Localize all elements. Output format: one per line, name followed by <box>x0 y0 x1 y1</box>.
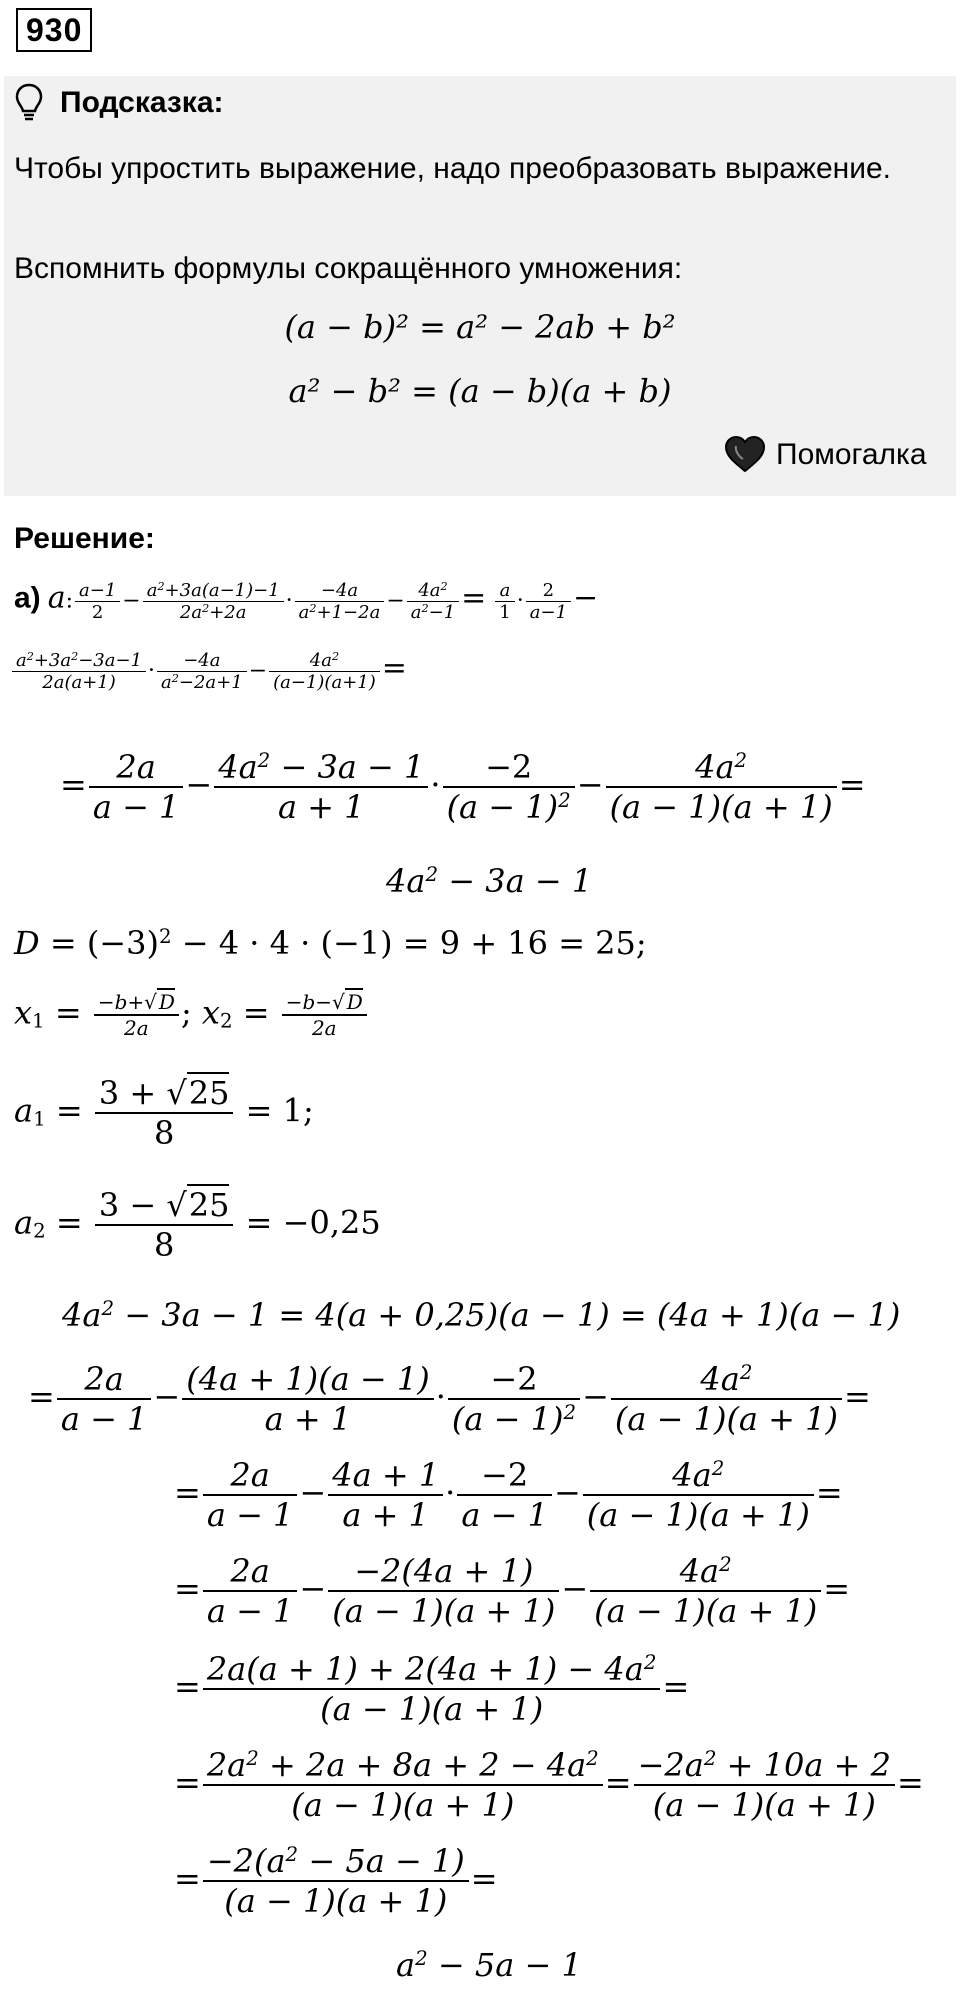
math-line-6: = $\frac{2a}{a - 1}$ − $\frac{-2(4a + 1)}{(a - 1)(a + 1)}$ − $\frac{4a^2}{(a - 1)(a + 1)}$ = <box>174 1552 851 1630</box>
factorization: $4a^2 - 3a - 1 = 4(a + 0,25)(a - 1) = (4a + 1)(a - 1)$ <box>62 1296 901 1334</box>
hint-title: Подсказка: <box>60 86 224 119</box>
solution-title: Решение: <box>14 522 155 555</box>
formula-square-difference: (a − b)² = a² − 2ab + b² <box>284 308 676 346</box>
heart-icon <box>724 436 766 479</box>
math-line-4: = $\frac{2a}{a - 1}$ − $\frac{(4a + 1)(a - 1)}{a + 1}$ · $\frac{-2}{(a - 1)^2}$ − $\frac{4a^2}{(a - 1)(a + 1)}$ = <box>28 1360 871 1438</box>
math-line-1: а) a: $\frac{a-1}{2}$ − $\frac{a^2+3a(a-1)-1}{2a^2+2a}$ · $\frac{-4a}{a^2+1-2a}$ − $\frac{4a^2}{a^2-1}$ = $\frac{a}{1}$ · $\frac{2}{a-1}$ − <box>14 579 599 623</box>
final-quadratic: $a^2 - 5a - 1$ <box>396 1946 582 1984</box>
lightbulb-icon <box>14 82 44 127</box>
formula-difference-of-squares: a² − b² = (a − b)(a + b) <box>288 372 672 410</box>
root-1: $a_1$ = $\frac{3 + √25}{8}$ = 1; <box>14 1074 314 1152</box>
math-line-8: = $\frac{2a^2 + 2a + 8a + 2 - 4a^2}{(a - 1)(a + 1)}$ = $\frac{-2a^2 + 10a + 2}{(a - 1)(a + 1)}$ = <box>174 1746 924 1824</box>
brand-label: Помогалка <box>776 438 927 471</box>
part-label: а) <box>14 581 41 615</box>
hint-box <box>4 76 956 496</box>
root-2: $a_2$ = $\frac{3 - √25}{8}$ = −0,25 <box>14 1186 381 1264</box>
math-line-5: = $\frac{2a}{a - 1}$ − $\frac{4a + 1}{a + 1}$ · $\frac{-2}{a - 1}$ − $\frac{4a^2}{(a - 1)(a + 1)}$ = <box>174 1456 843 1534</box>
roots-formula: $x_1$ = $\frac{-b+√ D}{2a}$ ; $x_2$ = $\frac{-b-√ D}{2a}$ <box>14 990 369 1040</box>
math-line-3: = $\frac{2a}{a - 1}$ − $\frac{4a^2 - 3a - 1}{a + 1}$ · $\frac{-2}{(a - 1)^2}$ − $\frac{4a^2}{(a - 1)(a + 1)}$ = <box>60 748 866 826</box>
math-line-9: = $\frac{-2(a^2 - 5a - 1)}{(a - 1)(a + 1)}$ = <box>174 1842 498 1920</box>
hint-text-2: Вспомнить формулы сокращённого умножения: <box>14 252 683 285</box>
math-line-7: = $\frac{2a(a + 1) + 2(4a + 1) - 4a^2}{(a - 1)(a + 1)}$ = <box>174 1650 690 1728</box>
discriminant: $D = (-3)^2 - 4 \cdot 4 \cdot (-1) = 9 + 16 = 25$; <box>14 924 647 962</box>
hint-text-1: Чтобы упростить выражение, надо преобразовать выражение. <box>14 152 891 185</box>
task-number: 930 <box>16 8 92 52</box>
quadratic: $4a^2 - 3a - 1$ <box>386 862 593 900</box>
math-line-2: $\frac{a^2+3a^2-3a-1}{2a(a+1)}$ · $\frac{-4a}{a^2-2a+1}$ − $\frac{4a^2}{(a-1)(a+1)}$ = <box>10 650 407 693</box>
